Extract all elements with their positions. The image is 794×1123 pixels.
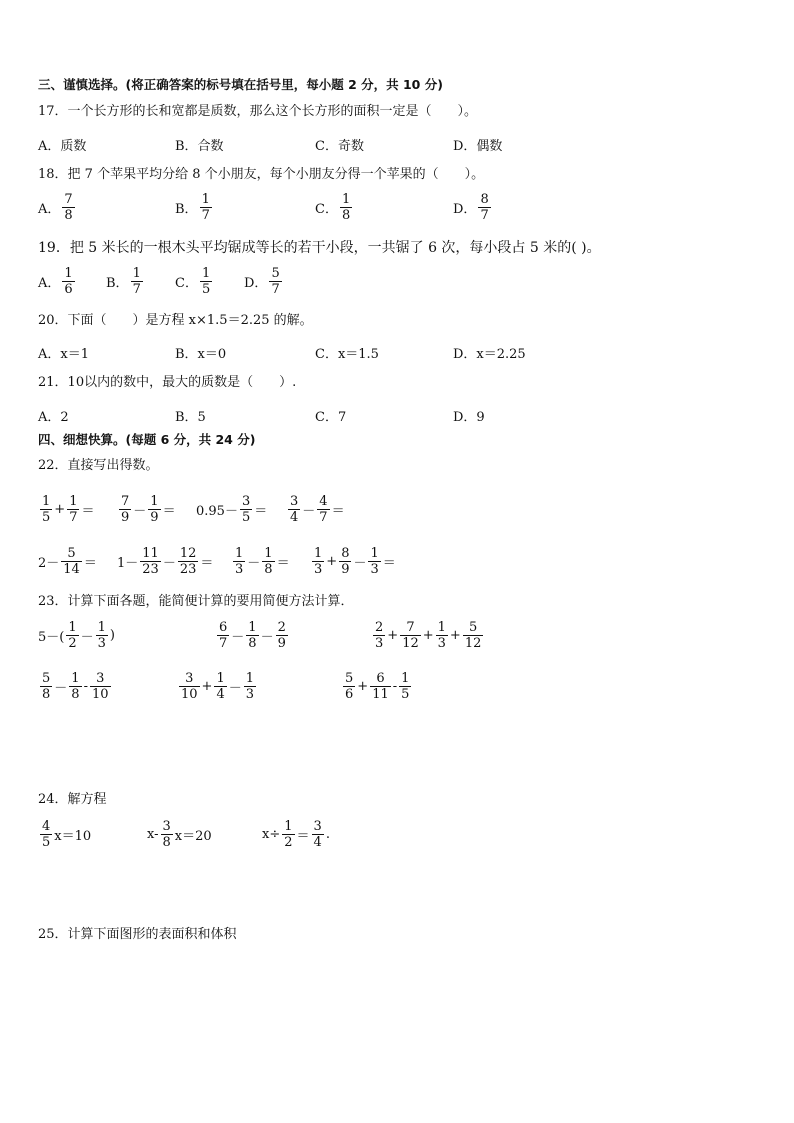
q17-stem: 17．一个长方形的长和宽都是质数，那么这个长方形的面积一定是（ ）。 [38, 104, 478, 119]
q20-option-b[interactable]: B．x＝0 [175, 347, 227, 362]
option-label: C． [315, 202, 338, 217]
q21-option-a[interactable]: A．2 [38, 410, 69, 425]
option-label: A． [38, 202, 61, 217]
fraction: 7 8 [64, 192, 73, 223]
option-label: B． [175, 202, 198, 217]
q23-expr-6: 5 6 + $\frac{6}{11}$ - 1 5 [345, 671, 410, 702]
q18-option-b[interactable] [175, 192, 214, 223]
q18-stem: 18．把 7 个苹果平均分给 8 个小朋友，每个小朋友分得一个苹果的（ ）。 [38, 167, 485, 182]
q18-option-a[interactable] [38, 192, 77, 223]
option-label: B． [106, 276, 129, 291]
q19-option-c[interactable] [175, 266, 214, 297]
q23-expr-1: 5－( 1 2 － 1 3 ) [38, 620, 115, 651]
q22-expr-8: 1 3 + $\frac{8}{9}$ － 1 3 ＝ [314, 546, 396, 577]
q21-option-d[interactable]: D．9 [453, 410, 485, 425]
fraction: 1 7 [132, 266, 141, 297]
q24-equation-3: x÷ $\frac{1}{2}$ ＝ 3 4 . [262, 819, 330, 850]
section3-heading: 三、谨慎选择。(将正确答案的标号填在括号里，每小题 2 分，共 10 分) [38, 77, 443, 92]
q19-option-b[interactable] [106, 266, 145, 297]
q19-stem: 19．把 5 米长的一根木头平均锯成等长的若干小段，一共锯了 6 次，每小段占 5 米的( )。 [38, 240, 601, 256]
q17-option-c[interactable]: C．奇数 [315, 139, 364, 154]
q23-expr-5: 3 10 + $\frac{1}{4}$ － 1 3 [181, 671, 255, 702]
q21-stem: 21．10以内的数中，最大的质数是（ ）. [38, 375, 297, 390]
option-label: D． [244, 276, 268, 291]
q18-option-d[interactable] [453, 192, 493, 223]
q21-option-c[interactable]: C．7 [315, 410, 347, 425]
q20-stem: 20．下面（ ）是方程 x×1.5＝2.25 的解。 [38, 313, 313, 328]
fraction: 1 8 [341, 192, 351, 223]
q23-stem: 23．计算下面各题，能简便计算的要用简便方法计算． [38, 594, 354, 609]
fraction: 8 7 [480, 192, 489, 223]
q20-option-a[interactable]: A．x＝1 [38, 347, 89, 362]
option-label: C． [175, 276, 198, 291]
q22-expr-7: 1 3 － 1 8 ＝ [235, 546, 290, 577]
q23-expr-3: 2 3 + $\frac{7}{12}$ + $\frac{1}{3}$ + $\frac{5}{12}$ [375, 620, 482, 651]
q20-option-d[interactable]: D．x＝2.25 [453, 347, 526, 362]
q19-option-d[interactable] [244, 266, 284, 297]
q22-expr-6: 1－ 11 23 － 12 23 ＝ [117, 546, 214, 577]
q22-stem: 22．直接写出得数。 [38, 458, 159, 473]
q20-option-c[interactable]: C．x＝1.5 [315, 347, 379, 362]
q19-option-a[interactable] [38, 266, 77, 297]
fraction: 1 6 [64, 266, 73, 297]
q17-option-a[interactable]: A．质数 [38, 139, 87, 154]
q22-expr-2: 7 9 － 1 9 ＝ [121, 494, 176, 525]
section4-heading: 四、细想快算。(每题 6 分，共 24 分) [38, 432, 256, 447]
q21-option-b[interactable]: B．5 [175, 410, 206, 425]
q25-stem: 25．计算下面图形的表面积和体积 [38, 927, 237, 942]
q17-option-b[interactable]: B．合数 [175, 139, 224, 154]
q23-expr-2: 6 7 － 1 8 － 2 9 [219, 620, 286, 651]
q22-expr-1: 1 5 + $\frac{1}{7}$ ＝ [42, 494, 95, 525]
q24-equation-2: x- 3 8 x＝20 [147, 819, 212, 850]
q24-stem: 24．解方程 [38, 792, 107, 807]
fraction: 5 7 [271, 266, 280, 297]
q22-expr-5: 2－ 5 14 ＝ [38, 546, 97, 577]
q18-option-c[interactable] [315, 192, 354, 223]
q22-expr-4: 3 4 － 4 7 ＝ [290, 494, 345, 525]
q24-equation-1: 4 5 x＝10 [42, 819, 92, 850]
fraction: 1 7 [201, 192, 210, 223]
fraction: 1 5 [201, 266, 211, 297]
q23-expr-4: 5 8 － 1 8 - 3 10 [42, 671, 109, 702]
q17-option-d[interactable]: D．偶数 [453, 139, 503, 154]
option-label: D． [453, 202, 477, 217]
q22-expr-3: 0.95－ 3 5 ＝ [196, 494, 268, 525]
option-label: A． [38, 276, 61, 291]
